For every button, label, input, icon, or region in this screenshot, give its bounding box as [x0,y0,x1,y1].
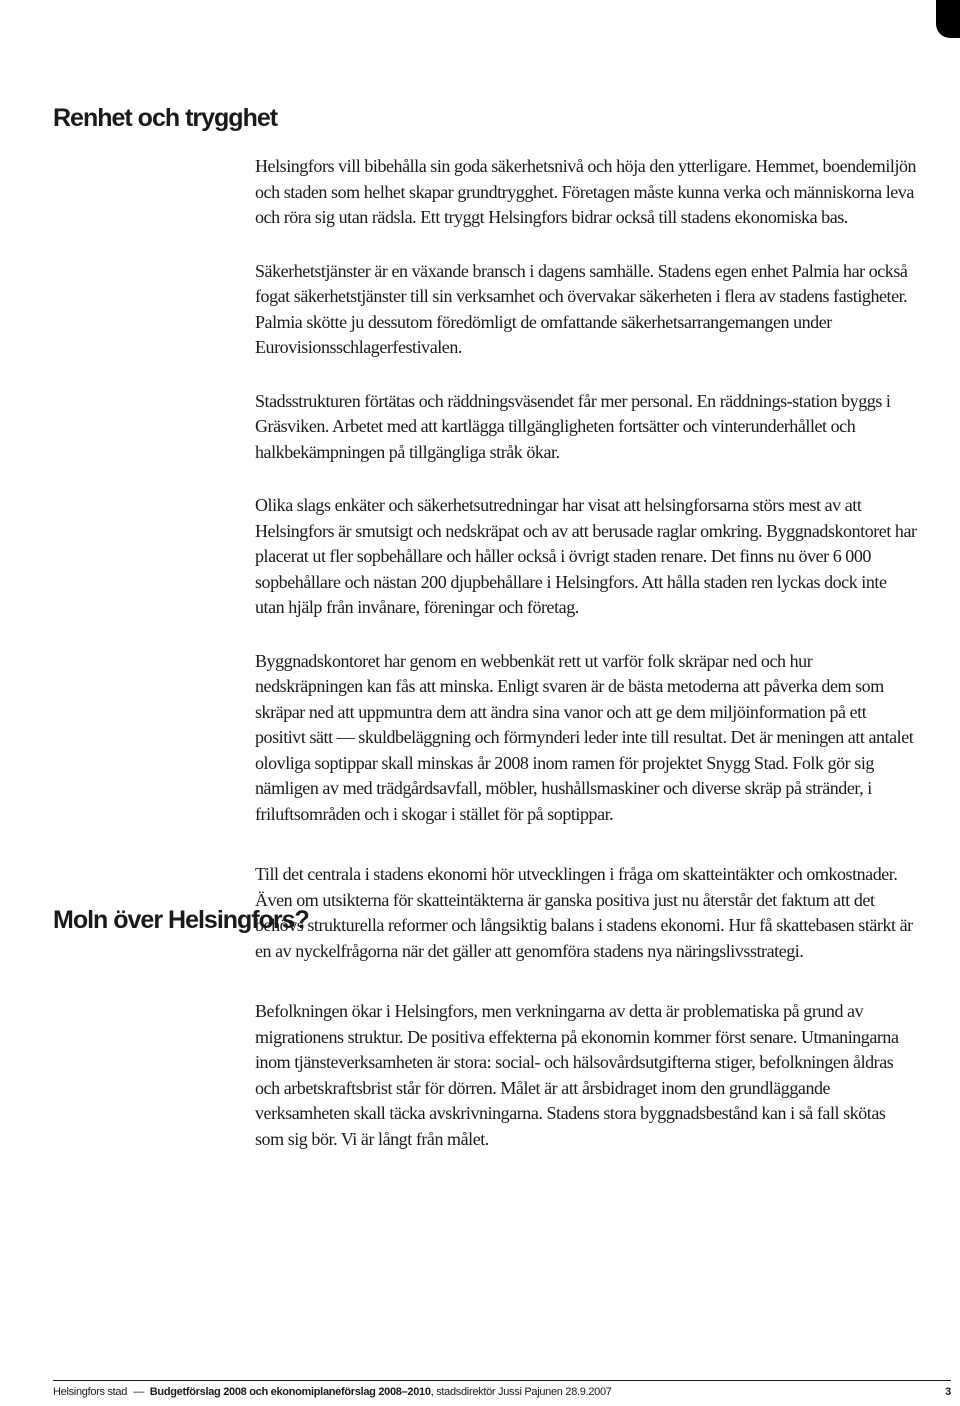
page-footer [53,1386,951,1398]
page-title: Renhet och trygghet [53,104,278,132]
page-number: 3 [945,1386,951,1398]
body-text-column [255,154,917,1187]
paragraph-3: Stadsstrukturen förtätas och räddningsväsendet får mer personal. En räddnings-station byggs i Gräsviken. Arbetet med att kartlägga tillgängligheten fortsätter och vinterunderhållet och halkbekämpningen på tillgängliga stråk ökar. [255,390,891,462]
footer-separator: — [133,1386,144,1398]
page-corner-tab [936,0,960,38]
paragraph-1: Helsingfors vill bibehålla sin goda säkerhetsnivå och höja den ytterligare. Hemmet, boendemiljön och staden som helhet skapar grundtrygghet. Företagen måste kunna verka och människorna leva och röra sig utan rädsla. Ett tryggt Helsingfors bidrar också till stadens ekonomiska bas. [255,156,917,227]
paragraph-4: Olika slags enkäter och säkerhetsutredningar har visat att helsingforsarna störs mest av att Helsingfors är smutsigt och nedskräpat och av att berusade raglar omkring. Byggnadskontoret har placerat ut fler sopbehållare och håller också i övrigt staden renare. Det finns nu över 6 000 sopbehållare och nästan 200 djupbehållare i Helsingfors. Att hålla staden ren lyckas dock inte utan hjälp från invånare, föreningar och företag. [255,495,917,617]
paragraph-2: Säkerhetstjänster är en växande bransch i dagens samhälle. Stadens egen enhet Palmia har också fogat säkerhetstjänster till sin verksamhet och övervakar säkerheten i flera av stadens fastigheter. Palmia skötte ju dessutom föredömligt de omfattande säkerhetsarrangemangen under Eurovisionsschlagerfestivalen. [255,260,908,357]
footer-document-title: Budgetförslag 2008 och ekonomiplaneförslag 2008–2010 [149,1386,431,1398]
paragraph-7: Befolkningen ökar i Helsingfors, men verkningarna av detta är problematiska på grund av migrationens struktur. De positiva effekterna på ekonomin kommer först senare. Utmaningarna inom tjänsteverksamheten är stora: social- och hälsovårdsutgifterna stiger, befolkningen åldras och arbetskraftsbrist står för dörren. Målet är att årsbidraget inom den grundläggande verksamheten skall täcka avskrivningarna. Stadens stora byggnadsbestånd kan i så fall skötas som sig bör. Vi är långt från målet. [255,1001,899,1149]
section-heading-side: Moln över Helsingfors? [53,906,309,934]
footer-rule [53,1380,951,1381]
paragraph-5: Byggnadskontoret har genom en webbenkät rett ut varför folk skräpar ned och hur nedskräpningen kan fås att minska. Enligt svaren är de bästa metoderna att påverka dem som skräpar ned att uppmuntra dem att ändra sina vanor och att ge dem miljöinformation på ett positivt sätt — skuldbeläggning och förmynderi leder inte till resultat. Det är meningen att antalet olovliga soptippar skall minskas år 2008 inom ramen för projektet Snygg Stad. Folk gör sig nämligen av med trädgårdsavfall, möbler, hushållsmaskiner och diverse skräp på stränder, i friluftsområden och i skogar i stället för på soptippar. [255,650,914,824]
paragraph-6: Till det centrala i stadens ekonomi hör utvecklingen i fråga om skatteintäkter och omkostnader. Även om utsikterna för skatteintäkterna är ganska positiva just nu återstår det faktum att det behövs strukturella reformer och långsiktig balans i stadens ekonomi. Hur få skattebasen stärkt är en av nyckelfrågorna när det gäller att genomföra stadens nya näringslivsstrategi. [255,864,913,961]
footer-organization: Helsingfors stad [53,1386,128,1398]
footer-author-date: , stadsdirektör Jussi Pajunen 28.9.2007 [430,1386,612,1398]
